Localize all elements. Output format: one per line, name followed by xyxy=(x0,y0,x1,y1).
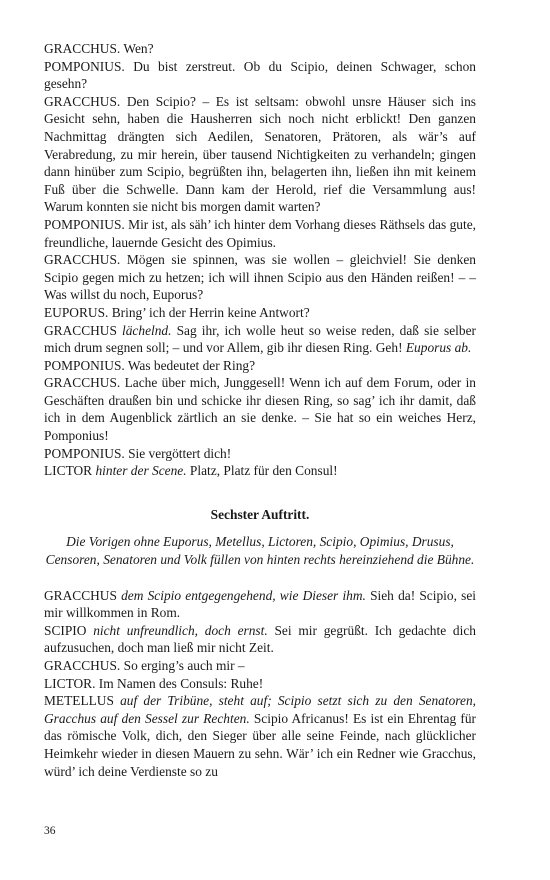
speech-text: Sieh da! Scipio, sei mir willkommen in Rom. xyxy=(44,587,476,621)
speech-text: POMPONIUS. Du bist zerstreut. Ob du Scipio, deinen Schwager, schon gesehn? xyxy=(44,58,476,92)
speech-text: GRACCHUS xyxy=(44,587,122,603)
speech-text: EUPORUS. Bring’ ich der Herrin keine Antwort? xyxy=(44,304,310,320)
dialogue-paragraph xyxy=(44,322,476,357)
speech-text: METELLUS xyxy=(44,693,121,709)
speech-text: GRACCHUS. So erging’s auch mir – xyxy=(44,658,245,673)
dialogue-paragraph xyxy=(44,216,476,251)
stage-direction-inline: lächelnd. xyxy=(122,322,172,338)
speech-text: GRACCHUS xyxy=(44,322,123,338)
dialogue-paragraph xyxy=(44,692,476,780)
stage-direction-inline: hinter der Scene. xyxy=(95,463,187,479)
speech-text: Platz, Platz für den Consul! xyxy=(186,463,338,479)
speech-text: GRACCHUS. Den Scipio? – Es ist seltsam: obwohl unsre Häuser sich ins Gesicht sehn, haben die Hausherren sich noch nicht erblickt! Den ganzen Nachmittag drängten sich Aedilen, Senatoren, Prätoren, als wär’s auf Verabredung, zu mir herein, über tausend Nichtigkeiten zu verhandeln; gingen dann hinüber zum Scipio, begrüßten ihn, belagerten ihn, ließen ihn mit keinem Fuß über die Schwelle. Dann kam der Herold, rief die Versammlung aus! Warum konnten sie nicht bis morgen damit warten? xyxy=(44,93,476,215)
dialogue-paragraph xyxy=(44,304,476,322)
dialogue-block-1 xyxy=(44,40,476,480)
dialogue-paragraph xyxy=(44,93,476,216)
stage-direction-inline: dem Scipio entgegengehend, wie Dieser ihm. xyxy=(121,587,366,603)
dialogue-paragraph xyxy=(44,374,476,444)
speech-text: POMPONIUS. Was bedeutet der Ring? xyxy=(44,357,256,373)
scene-heading: Sechster Auftritt. xyxy=(210,506,310,522)
dialogue-paragraph xyxy=(44,445,476,463)
stage-direction: Die Vorigen ohne Euporus, Metellus, Lictoren, Scipio, Opimius, Drusus, Censoren, Senatoren und Volk füllen von hinten rechts hereinziehend die Bühne. xyxy=(45,534,475,568)
stage-direction-inline: nicht unfreundlich, doch ernst. xyxy=(93,622,268,638)
speech-text: POMPONIUS. Sie vergöttert dich! xyxy=(44,445,232,461)
dialogue-paragraph xyxy=(44,587,476,622)
dialogue-block-2 xyxy=(44,587,476,781)
page-text xyxy=(44,40,476,780)
dialogue-paragraph xyxy=(44,675,476,693)
speech-text: Sag ihr, ich wolle heut so weise reden, daß sie selber mich drum segnen soll; – und vor Allem, gib ihr diesen Ring. Geh! xyxy=(44,322,476,356)
dialogue-paragraph xyxy=(44,357,476,375)
dialogue-paragraph xyxy=(44,622,476,657)
page-number: 36 xyxy=(44,825,56,837)
dialogue-paragraph xyxy=(44,58,476,93)
speech-text: Scipio Africanus! Es ist ein Ehrentag für das römische Volk, dich, den Sieger über alle seine Feinde, nach glücklicher Heimkehr wieder in diesen Mauern zu sehn. Wär’ ich ein Redner wie Gracchus, würd’ ich deine Verdienste so zu xyxy=(44,710,476,779)
speech-text: GRACCHUS. Mögen sie spinnen, was sie wollen – gleichviel! Sie denken Scipio gegen mich zu hetzen; ich will ihnen Scipio aus den Händen reißen! – – Was willst du noch, Euporus? xyxy=(44,252,476,303)
speech-text: GRACCHUS. Lache über mich, Junggesell! Wenn ich auf dem Forum, oder in Geschäften draußen bin und schicke ihr diesen Ring, so sag’ ich ihr damit, daß ich in dem Augenblick zärtlich an sie denke. – Sie hat so ein weiches Herz, Pomponius! xyxy=(44,375,476,444)
speech-text: POMPONIUS. Mir ist, als säh’ ich hinter dem Vorhang dieses Räthsels das gute, freundliche, lauernde Gesicht des Opimius. xyxy=(44,216,476,250)
speech-text: LICTOR. Im Namen des Consuls: Ruhe! xyxy=(44,675,264,691)
dialogue-paragraph xyxy=(44,251,476,304)
speech-text: GRACCHUS. Wen? xyxy=(44,41,154,56)
dialogue-paragraph xyxy=(44,657,476,675)
dialogue-paragraph xyxy=(44,40,476,58)
dialogue-paragraph xyxy=(44,462,476,480)
speech-text: LICTOR xyxy=(44,463,96,479)
stage-direction-inline: auf der Tribüne, steht auf; Scipio setzt sich zu den Senatoren, Gracchus auf den Sessel zur Rechten. xyxy=(44,693,476,726)
speech-text: Sei mir gegrüßt. Ich gedachte dich aufzusuchen, doch man ließ mir nicht Zeit. xyxy=(44,622,476,656)
speech-text: SCIPIO xyxy=(44,622,94,638)
stage-direction-inline: Euporus ab. xyxy=(405,340,472,356)
